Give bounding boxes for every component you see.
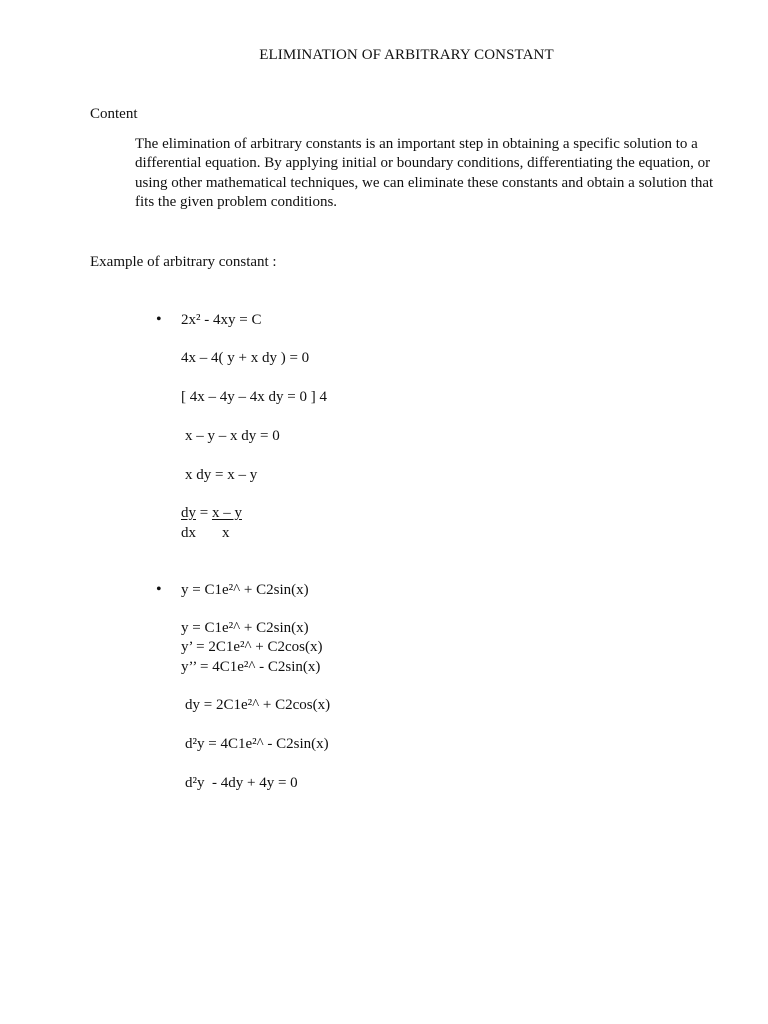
bullet-icon: • xyxy=(156,311,162,328)
equation-line: y’ = 2C1e²^ + C2cos(x) xyxy=(181,639,323,655)
equation-line: y’’ = 4C1e²^ - C2sin(x) xyxy=(181,659,321,675)
fraction-denominator-right: x xyxy=(222,525,230,541)
fraction-numerator-right: x – y xyxy=(211,505,242,521)
equation-line: d²y - 4dy + 4y = 0 xyxy=(185,775,298,791)
fraction-numerator-left: dy xyxy=(181,505,196,521)
bullet-icon: • xyxy=(156,581,162,598)
equation-line: 4x – 4( y + x dy ) = 0 xyxy=(181,350,310,366)
equation-line: [ 4x – 4y – 4x dy = 0 ] 4 xyxy=(181,389,327,405)
equation-line: x – y – x dy = 0 xyxy=(185,428,280,444)
equation-line: 2x² - 4xy = C xyxy=(181,312,262,328)
example-heading: Example of arbitrary constant : xyxy=(90,254,277,270)
document-title: ELIMINATION OF ARBITRARY CONSTANT xyxy=(259,47,554,63)
equation-line: y = C1e²^ + C2sin(x) xyxy=(181,582,309,598)
equation-line: d²y = 4C1e²^ - C2sin(x) xyxy=(185,736,329,752)
fraction-equals: = xyxy=(196,505,212,521)
content-heading: Content xyxy=(90,106,138,122)
equation-line: dy = 2C1e²^ + C2cos(x) xyxy=(185,697,331,713)
content-paragraph: The elimination of arbitrary constants is an important step in obtaining a specific solution to a differential equation. By applying initial or boundary conditions, differentiating the equation, or using other mathematical techniques, we can eliminate these constants and obtain a solution that fits the given problem conditions. xyxy=(135,136,714,210)
equation-line: x dy = x – y xyxy=(185,467,258,483)
fraction-denominator-left: dx xyxy=(181,525,196,541)
equation-line: y = C1e²^ + C2sin(x) xyxy=(181,620,309,636)
fraction-numerator-row xyxy=(181,505,242,522)
